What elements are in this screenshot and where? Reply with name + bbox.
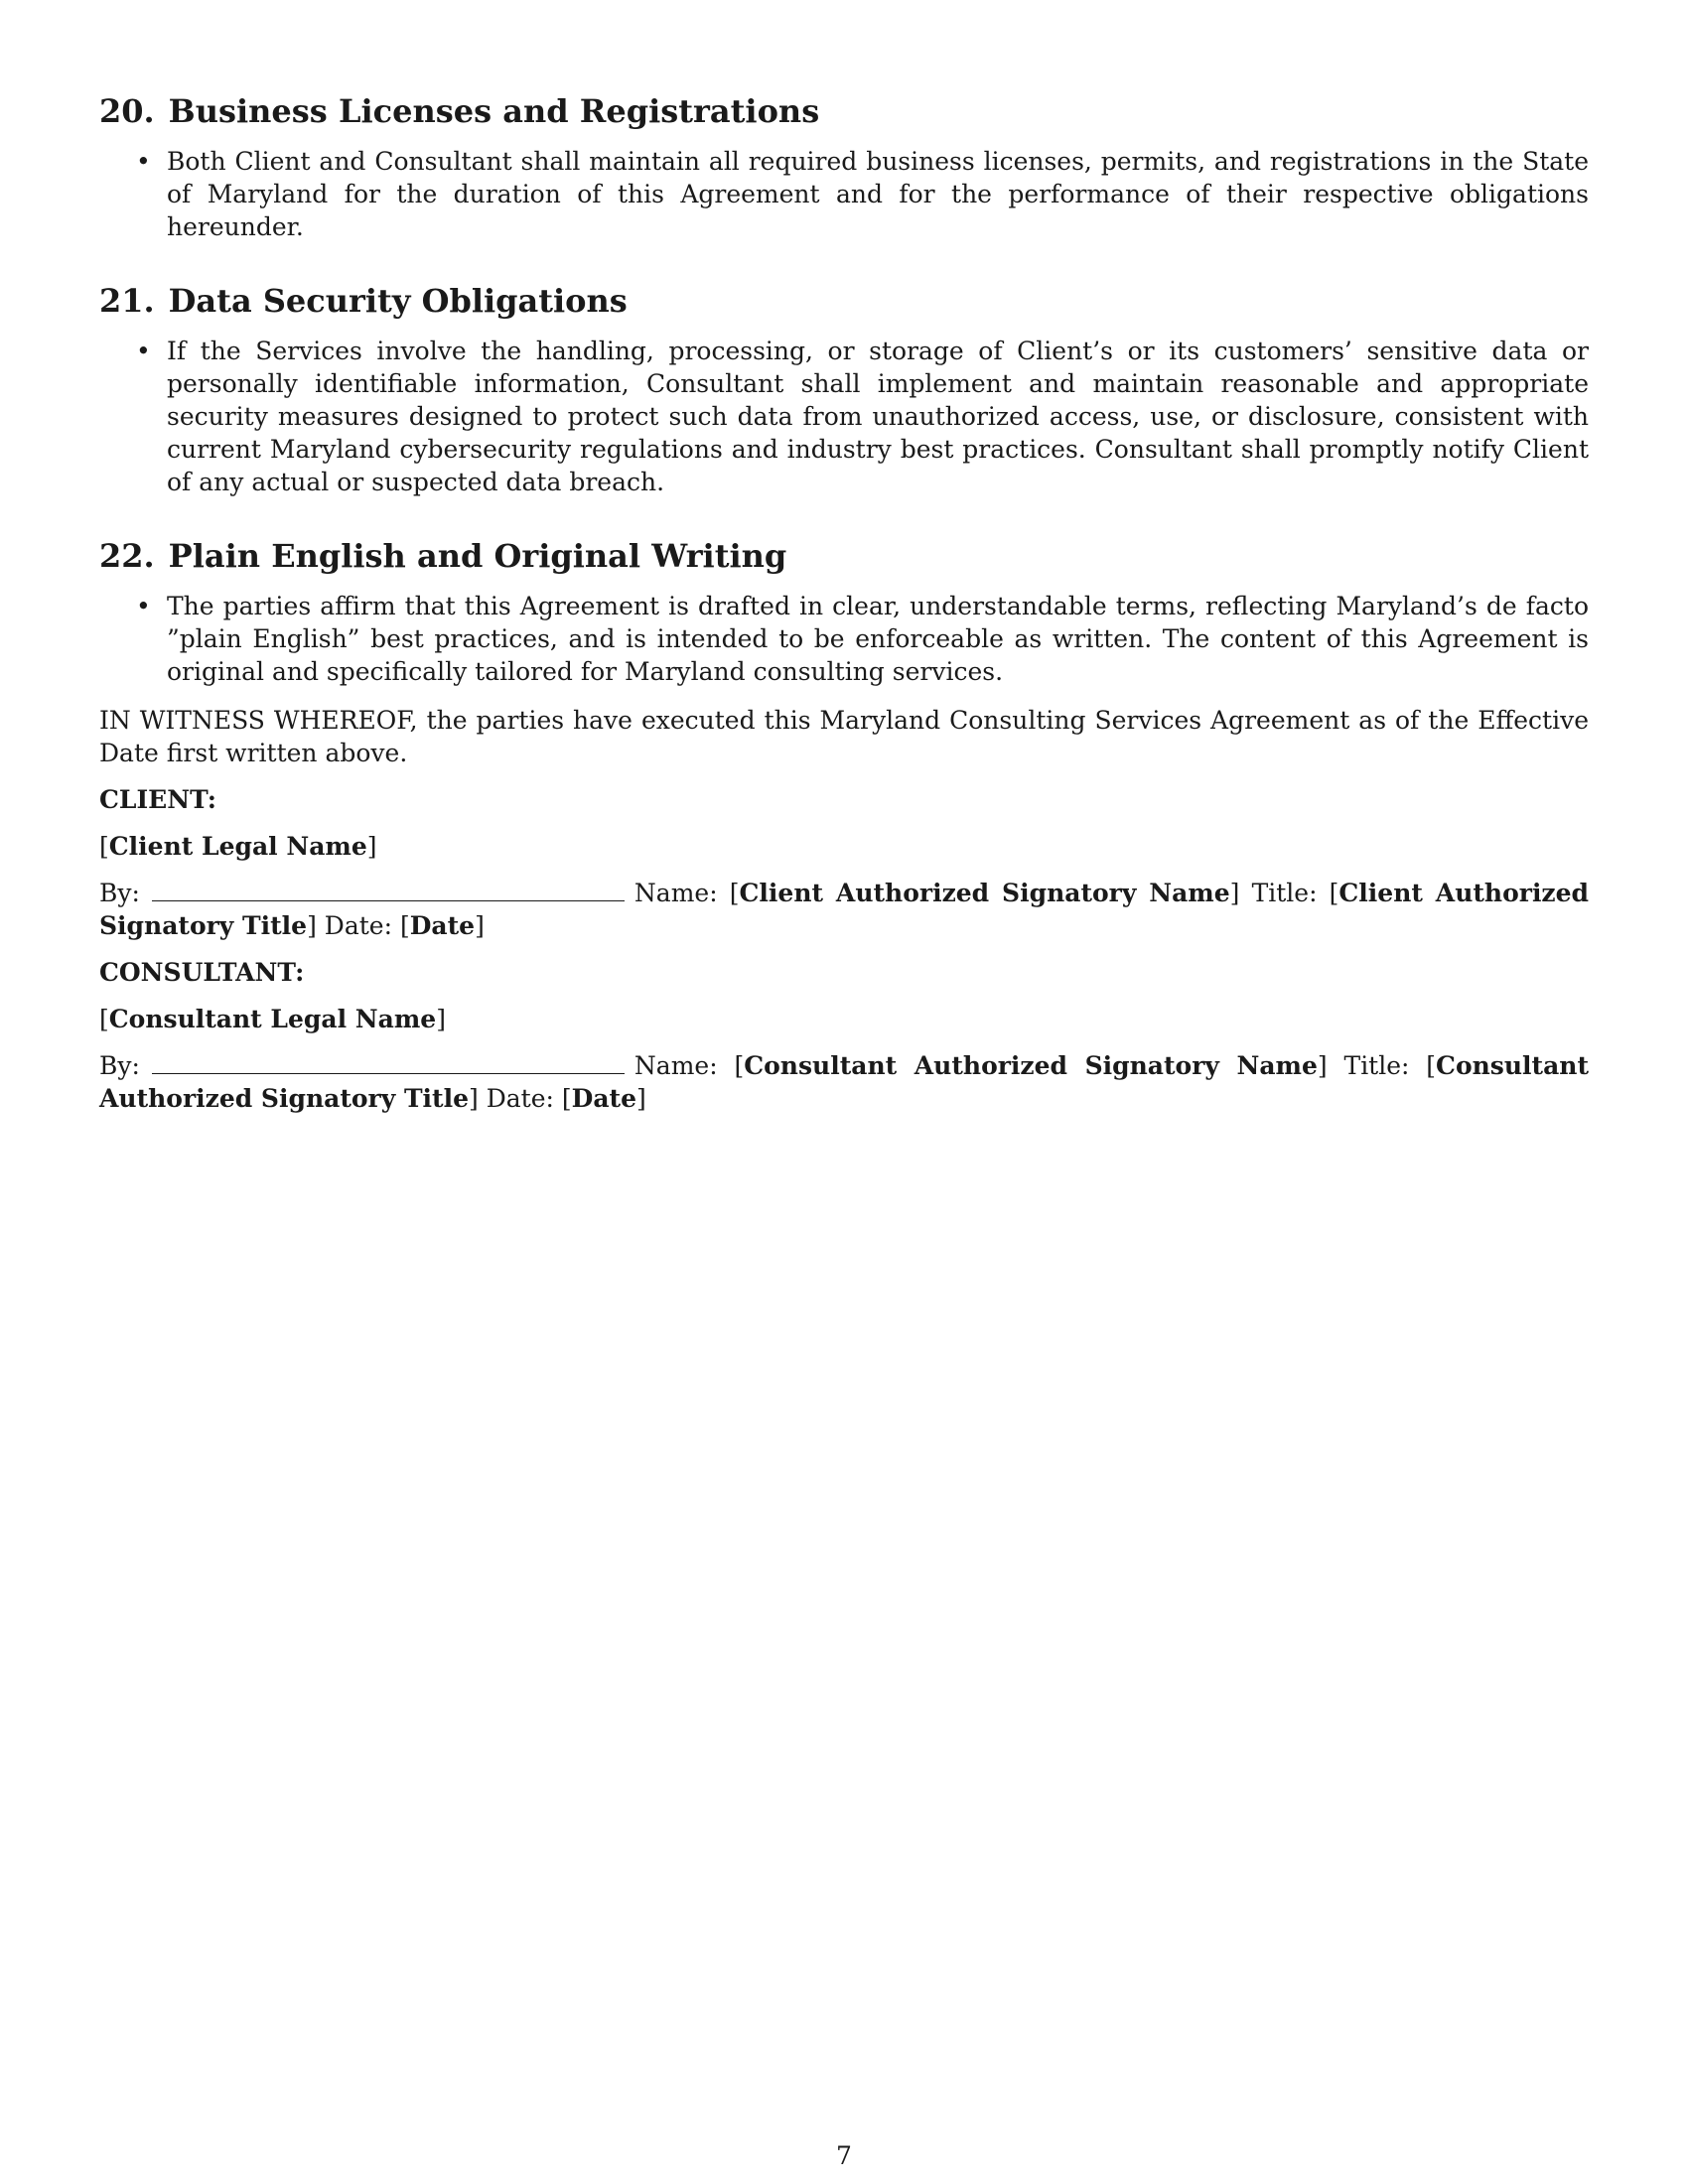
section-number: 20. xyxy=(99,92,155,130)
date-label: Date: xyxy=(486,1084,554,1113)
section-heading xyxy=(99,281,1589,321)
section-number: 21. xyxy=(99,282,155,320)
bullet-list xyxy=(99,590,1589,688)
consultant-label: CONSULTANT: xyxy=(99,958,305,987)
section-title: Plain English and Original Writing xyxy=(168,537,787,575)
bullet-icon: • xyxy=(136,337,151,365)
name-label: Name: xyxy=(633,879,718,907)
bullet-icon: • xyxy=(136,147,151,176)
section-heading xyxy=(99,91,1589,131)
witness-paragraph: IN WITNESS WHEREOF, the parties have executed this Maryland Consulting Services Agreement as of the Effective Date first written above. xyxy=(99,706,1589,767)
by-label: By: xyxy=(99,879,140,907)
client-label: CLIENT: xyxy=(99,785,217,814)
consultant-legal-name-value: Consultant Legal Name xyxy=(108,1005,437,1033)
bullet-text: Both Client and Consultant shall maintain all required business licenses, permits, and registrations in the State of Maryland for the duration of this Agreement and for the performance of their respective obligations hereunder. xyxy=(167,147,1589,241)
client-legal-name: [Client Legal Name] xyxy=(99,832,377,861)
bullet-list xyxy=(99,145,1589,243)
section-heading xyxy=(99,536,1589,576)
consultant-signature-line[interactable] xyxy=(152,1049,625,1074)
section-title: Data Security Obligations xyxy=(168,282,628,320)
bullet-text: If the Services involve the handling, processing, or storage of Client’s or its customers’ sensitive data or personally identifiable information, Consultant shall implement and maintain reasonable and appropriate security measures designed to protect such data from unauthorized access, use, or disclosure, consistent with current Maryland cybersecurity regulations and industry best practices. Consultant shall promptly notify Client of any actual or suspected data breach. xyxy=(167,337,1589,496)
list-item xyxy=(136,145,1589,243)
bullet-icon: • xyxy=(136,592,151,620)
client-signatory-name: Client Authorized Signatory Name xyxy=(739,879,1230,907)
title-label: Title: xyxy=(1343,1051,1410,1080)
client-legal-name-value: Client Legal Name xyxy=(108,832,367,861)
section-21 xyxy=(99,281,1589,498)
client-signature-block: By: Name: [Client Authorized Signatory Name] Title: [Client Authorized Signatory Title] Date: [Date] xyxy=(99,879,1590,940)
by-label: By: xyxy=(99,1051,140,1080)
client-signatory-title: Client Authorized Signatory Title xyxy=(99,879,1590,940)
list-item xyxy=(136,335,1589,498)
consultant-signatory-name: Consultant Authorized Signatory Name xyxy=(744,1051,1318,1080)
section-number: 22. xyxy=(99,537,155,575)
document-page xyxy=(99,91,1589,1129)
consultant-signature-block: By: Name: [Consultant Authorized Signatory Name] Title: [Consultant Authorized Signatory Title] Date: [Date] xyxy=(99,1051,1590,1113)
section-20 xyxy=(99,91,1589,243)
consultant-signatory-title: Consultant Authorized Signatory Title xyxy=(99,1051,1590,1113)
page-number: 7 xyxy=(836,2141,852,2170)
date-label: Date: xyxy=(324,911,393,940)
section-title: Business Licenses and Registrations xyxy=(168,92,820,130)
name-label: Name: xyxy=(633,1051,718,1080)
section-22 xyxy=(99,536,1589,688)
client-signature-line[interactable] xyxy=(152,877,625,901)
client-date: Date xyxy=(409,911,476,940)
title-label: Title: xyxy=(1251,879,1318,907)
bullet-text: The parties affirm that this Agreement is drafted in clear, understandable terms, reflecting Maryland’s de facto ”plain English” best practices, and is intended to be enforceable as written. The content of this Agreement is original and specifically tailored for Maryland consulting services. xyxy=(167,592,1589,686)
list-item xyxy=(136,590,1589,688)
consultant-date: Date xyxy=(571,1084,636,1113)
bullet-list xyxy=(99,335,1589,498)
consultant-legal-name: [Consultant Legal Name] xyxy=(99,1005,446,1033)
